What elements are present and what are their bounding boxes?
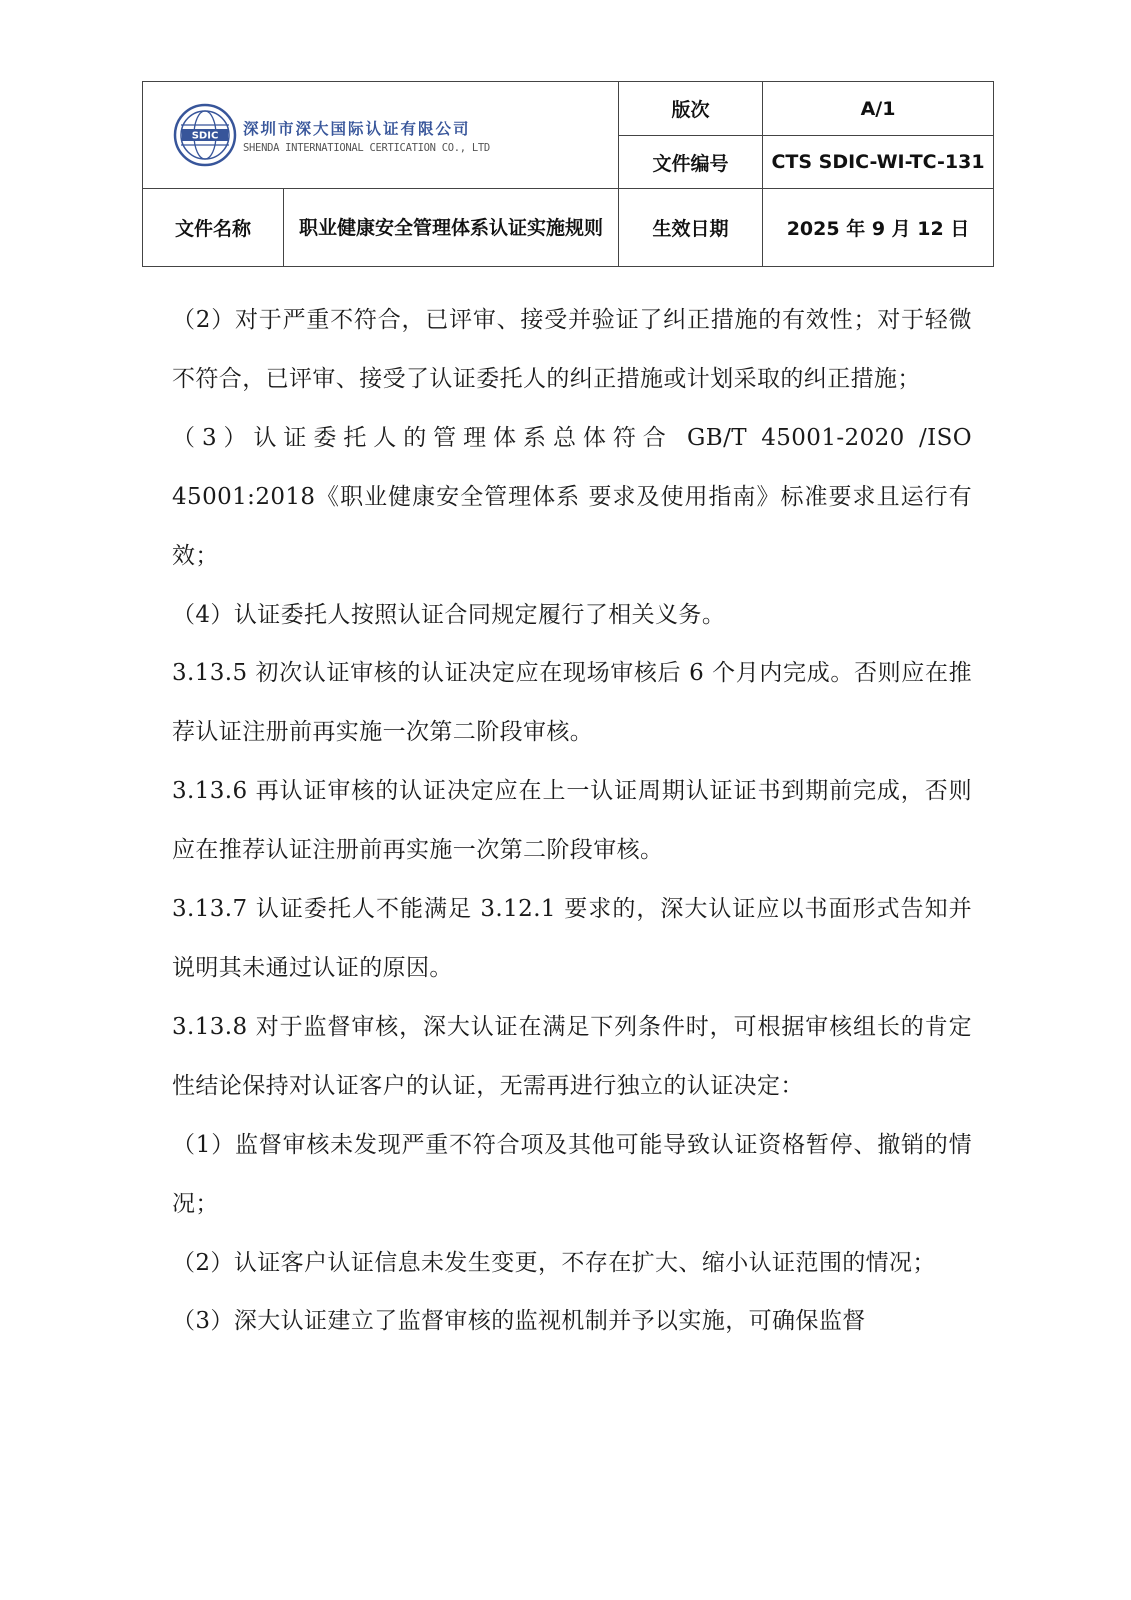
company-name-en: SHENDA INTERNATIONAL CERTICATION CO., LTD xyxy=(243,141,490,154)
paragraph: （3）深大认证建立了监督审核的监视机制并予以实施，可确保监督 xyxy=(172,1308,866,1335)
document-body xyxy=(172,291,972,1351)
paragraph: （3）认证委托人的管理体系总体符合 GB/T 45001-2020 /ISO 45001:2018《职业健康安全管理体系 要求及使用指南》标准要求且运行有效； xyxy=(172,424,972,569)
company-logo-icon xyxy=(173,103,237,167)
doc-number-label: 文件编号 xyxy=(619,136,763,189)
doc-number-value: CTS SDIC-WI-TC-131 xyxy=(763,136,994,189)
effective-date-value: 2025 年 9 月 12 日 xyxy=(763,189,994,267)
version-value: A/1 xyxy=(763,82,994,136)
effective-date-label: 生效日期 xyxy=(619,189,763,267)
paragraph: 3.13.6 再认证审核的认证决定应在上一认证周期认证证书到期前完成，否则应在推荐认证注册前再实施一次第二阶段审核。 xyxy=(172,778,972,864)
paragraph: （2）对于严重不符合，已评审、接受并验证了纠正措施的有效性；对于轻微不符合，已评审、接受了认证委托人的纠正措施或计划采取的纠正措施； xyxy=(172,307,972,392)
document-header-table xyxy=(142,81,994,267)
logo-mark-text: SDIC xyxy=(191,130,219,142)
company-name-cn: 深圳市深大国际认证有限公司 xyxy=(243,118,471,138)
paragraph: （4）认证委托人按照认证合同规定履行了相关义务。 xyxy=(172,601,726,628)
paragraph: 3.13.7 认证委托人不能满足 3.12.1 要求的，深大认证应以书面形式告知并说明其未通过认证的原因。 xyxy=(172,896,972,981)
version-label: 版次 xyxy=(619,82,763,136)
paragraph: 3.13.8 对于监督审核，深大认证在满足下列条件时，可根据审核组长的肯定性结论保持对认证客户的认证，无需再进行独立的认证决定： xyxy=(172,1013,972,1099)
file-name-value: 职业健康安全管理体系认证实施规则 xyxy=(284,189,619,267)
file-name-label: 文件名称 xyxy=(143,189,284,267)
company-logo-cell xyxy=(143,82,619,189)
paragraph: （2）认证客户认证信息未发生变更，不存在扩大、缩小认证范围的情况； xyxy=(172,1249,936,1276)
paragraph: 3.13.5 初次认证审核的认证决定应在现场审核后 6 个月内完成。否则应在推荐认证注册前再实施一次第二阶段审核。 xyxy=(172,660,972,746)
paragraph: （1）监督审核未发现严重不符合项及其他可能导致认证资格暂停、撤销的情况； xyxy=(172,1131,972,1217)
